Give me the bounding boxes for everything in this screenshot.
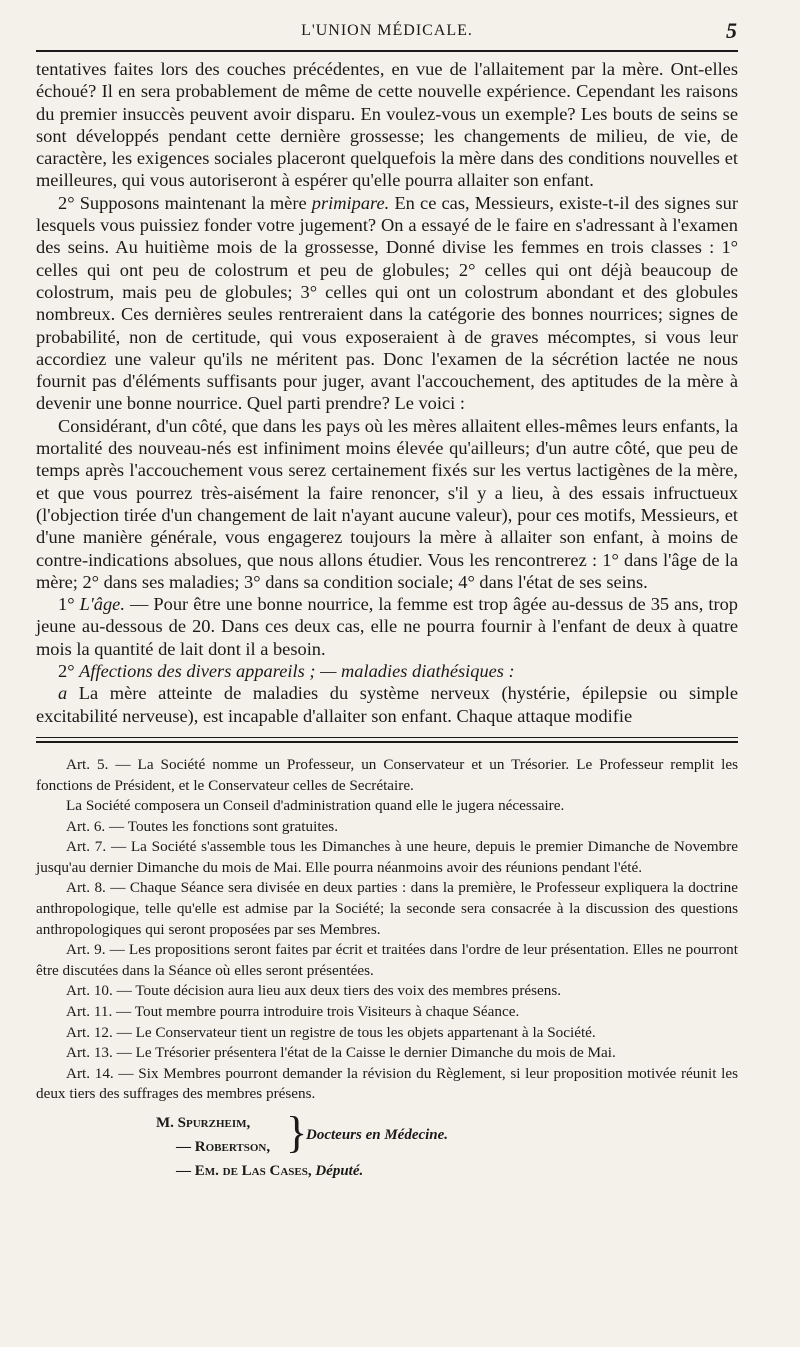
article-item: Art. 12. — Le Conservateur tient un registre de tous les objets appartenant à la Société. (66, 1023, 596, 1041)
article-item: Art. 10. — Toute décision aura lieu aux deux tiers des voix des membres présens. (66, 982, 562, 1000)
section-divider (36, 737, 738, 743)
article-item: La Société composera un Conseil d'administration quand elle le jugera nécessaire. (66, 797, 565, 815)
body-paragraph: 2° Supposons maintenant la mère primipare. En ce cas, Messieurs, existe-t-il des signes sur lesquels vous puissiez fonder votre jugement? On a essayé de le faire en s'adressant à l'examen des seins. Au huitième mois de la grossesse, Donné divise les femmes en trois classes : 1° celles qui ont peu de colostrum et peu de globules; 2° celles qui ont déjà beaucoup de colostrum, mais peu de globules; 3° celles qui ont un colostrum abondant et des globules nombreux. Ces dernières seules rentreraient dans la catégorie des bonnes nourrices; signes de probabilité, non de certitude, qui vous exposeraient à de graves mécomptes, si vous leur accordiez une valeur qu'ils ne méritent pas. Donc l'examen de la sécrétion lactée ne nous fournit pas d'éléments suffisants pour juger, avant l'accouchement, des aptitudes de la mère à devenir une bonne nourrice. Quel parti prendre? Le voici : (36, 192, 738, 414)
body-paragraph: 1° L'âge. — Pour être une bonne nourrice, la femme est trop âgée au-dessus de 35 ans, trop jeune au-dessous de 20. Dans ces deux cas, elle ne pourra fournir à l'enfant de deux à quatre mois la quantité de lait dont il a besoin. (36, 594, 738, 659)
body-paragraph: 2° Affections des divers appareils ; — maladies diathésiques : (58, 661, 515, 682)
article-body (36, 58, 738, 727)
signature-spurzheim: M. Spurzheim, (156, 1115, 251, 1131)
article-item: Art. 9. — Les propositions seront faites par écrit et traitées dans l'ordre de leur présentation. Elles ne pourront être discutées dans la Séance où elles seront présentées. (36, 941, 738, 979)
signatures (36, 1109, 738, 1187)
article-item: Art. 8. — Chaque Séance sera divisée en deux parties : dans la première, le Professeur expliquera la doctrine anthropologique, telle qu'elle est admise par la Société; la seconde sera consacrée à la discussion des questions anthropologiques qui seront proposées par ses Membres. (36, 879, 738, 938)
header-rule (36, 50, 738, 52)
page (36, 18, 738, 1187)
reglement-articles (36, 755, 738, 1105)
article-item: Art. 11. — Tout membre pourra introduire trois Visiteurs à chaque Séance. (66, 1003, 520, 1021)
article-item: Art. 5. — La Société nomme un Professeur, un Conservateur et un Trésorier. Le Professeur remplit les fonctions de Président, et le Conservateur celles de Secrétaire. (36, 755, 738, 794)
brace-glyph: } (286, 1108, 308, 1157)
body-paragraph: Considérant, d'un côté, que dans les pays où les mères allaitent elles-mêmes leurs enfants, la mortalité des nouveau-nés est infiniment moins élevée qu'ailleurs; d'un autre côté, que peu de temps après l'accouchement vous serez certainement fixés sur les vertus lactigènes de la mère, et que vous pourrez très-aisément la faire renoncer, s'il y a lieu, à des essais infructueux (l'objection tirée d'un changement de lait n'ayant aucune valeur), pour ces motifs, Messieurs, et d'une manière générale, vous engagerez toujours la mère à allaiter son enfant, à moins de contre-indications absolues, que nous allons étudier. Vous les rencontrerez : 1° dans l'âge de la mère; 2° dans ses maladies; 3° dans sa condition sociale; 4° dans l'état de ses seins. (36, 415, 738, 592)
signature-las-cases: — Em. de Las Cases, Député. (176, 1163, 364, 1179)
article-item: Art. 14. — Six Membres pourront demander la révision du Règlement, si leur proposition motivée réunit les deux tiers des suffrages des membres présens. (36, 1064, 738, 1103)
article-item: Art. 13. — Le Trésorier présentera l'état de la Caisse le dernier Dimanche du mois de Mai. (66, 1044, 616, 1062)
body-paragraph: a La mère atteinte de maladies du système nerveux (hystérie, épilepsie ou simple excitabilité nerveuse), est incapable d'allaiter son enfant. Chaque attaque modifie (36, 683, 738, 726)
article-item: Art. 7. — La Société s'assemble tous les Dimanches à une heure, depuis le premier Dimanche de Novembre jusqu'au dernier Dimanche du mois de Mai. Elle pourra néanmoins avoir des réunions pendant l'été. (36, 838, 738, 876)
page-number: 5 (726, 18, 738, 43)
article-item: Art. 6. — Toutes les fonctions sont gratuites. (66, 817, 339, 835)
docteurs-label: Docteurs en Médecine. (306, 1127, 449, 1143)
journal-title: L'UNION MÉDICALE. (301, 22, 473, 39)
page-header (36, 18, 738, 50)
signature-robertson: — Robertson, (176, 1139, 271, 1155)
body-paragraph: tentatives faites lors des couches précédentes, en vue de l'allaitement par la mère. Ont-elles échoué? Il en sera probablement de même de cette nouvelle expérience. Cependant les raisons du premier insuccès peuvent avoir disparu. En voulez-vous un exemple? Les bouts de seins se sont développés pendant cette dernière grossesse; les changements de milieu, de vie, de caractère, les exigences sociales placeront quelquefois la mère dans des conditions nouvelles et meilleures, qui vous autoriseront à espérer qu'elle pourra allaiter son enfant. (36, 59, 738, 191)
